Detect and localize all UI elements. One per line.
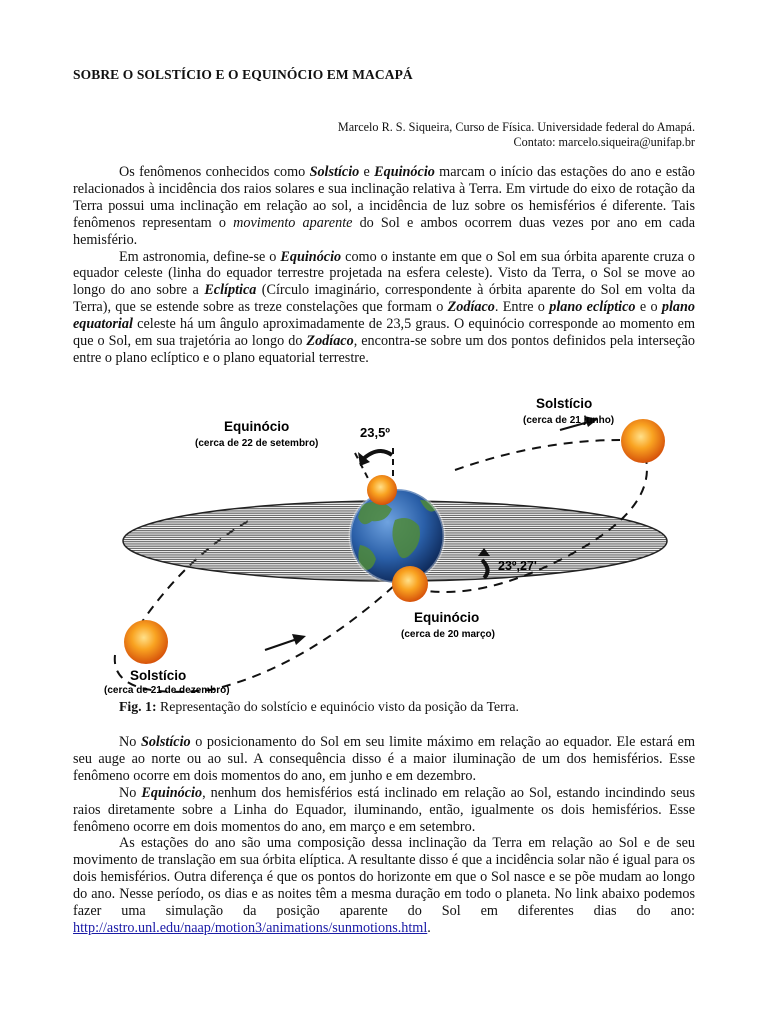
text: Em astronomia, define-se o — [119, 248, 281, 265]
text: No — [119, 784, 142, 801]
text: o posicionamento do Sol em seu limite máximo em relação ao equador. Ele estará em seu auge ao norte ou ao sul. A consequência disso é a maior iluminação de um dos hemisférios. Esse fenômeno ocorre em dois momentos do ano, em junho e em dezembro. — [73, 734, 695, 784]
text: do Sol e ambos ocorrem duas vezes por ano em cada hemisfério. — [73, 214, 696, 248]
label-equinocio-top: Equinócio — [224, 419, 290, 434]
explanation-text — [73, 734, 695, 937]
term-plano-equatorial: plano equatorial — [73, 299, 695, 333]
text: As estações do ano são uma composição dessa inclinação da Terra em relação ao Sol e de seu movimento de translação em sua órbita elíptica. A resultante disso é que a incidência solar não é igual para os dois hemisférios. Outra diferença é que os pontos do horizonte em que o Sol nasce e se põe mudam ao longo do ano. Nesse período, os dias e as noites têm a mesma duração em todo o planeta. No link abaixo podemos fazer uma simulação da posição aparente do Sol em diferentes dias do ano: — [73, 835, 695, 920]
term-equinocio: Equinócio — [141, 784, 203, 801]
figure-caption — [119, 699, 519, 715]
term-plano-ecliptico: plano eclíptico — [549, 299, 636, 316]
document-title: SOBRE O SOLSTÍCIO E O EQUINÓCIO EM MACAPÁ — [73, 67, 413, 82]
direction-arrow-bottom-head — [292, 634, 306, 645]
caption-label: Fig. 1: — [119, 699, 157, 714]
label-solsticio-bottom-date: (cerca de 21 de dezembro) — [104, 685, 230, 696]
term-zodiaco: Zodíaco — [447, 299, 495, 316]
text: marcam o início das estações do ano e estão relacionados à incidência dos raios solares e sua inclinação relativa à Terra. Em virtude do eixo de rotação da Terra possui uma inclinação em relação ao sol, a incidência de luz sobre os hemisférios é diferente. Tais fenômenos representam o — [73, 164, 695, 231]
caption-text: Representação do solstício e equinócio visto da posição da Terra. — [156, 699, 519, 714]
paragraph-3 — [73, 734, 695, 785]
angle-arrow-top — [362, 451, 392, 460]
label-solsticio-top: Solstício — [536, 396, 593, 411]
term-ecliptica: Eclíptica — [204, 282, 257, 299]
text: , nenhum dos hemisférios está inclinado em relação ao Sol, estando incindindo seus raios diretamente sobre a Linha do Equador, iluminando, então, igualmente os dois hemisférios. Esse fenômeno ocorre em dois momentos do ano, em março e em setembro. — [73, 784, 696, 835]
label-angle-top: 23,5º — [360, 425, 391, 440]
text: (Círculo imaginário, correspondente à órbita aparente do Sol em volta da Terra), que se estende sobre as treze constelações que formam o — [73, 282, 695, 316]
text: celeste há um ângulo aproximadamente de 23,5 graus. O equinócio corresponde ao momento em que o Sol, em sua trajetória ao longo do — [73, 316, 695, 350]
label-solsticio-top-date: (cerca de 21 junho) — [523, 415, 615, 426]
label-solsticio-bottom: Solstício — [130, 668, 187, 683]
term-solsticio: Solstício — [140, 734, 191, 750]
sun-icon-solstice-top — [621, 419, 665, 463]
paragraph-5 — [73, 835, 695, 936]
earth-icon — [350, 489, 444, 583]
simulation-link[interactable]: http://astro.unl.edu/naap/motion3/animations/sunmotions.html — [73, 919, 428, 936]
paragraph-4 — [73, 785, 695, 836]
text: Os fenômenos conhecidos como — [119, 164, 310, 180]
term-equinocio: Equinócio — [374, 164, 435, 180]
text: , encontra-se sobre um dos pontos definidos pela interseção entre o plano eclíptico e o plano equatorial terrestre. — [73, 333, 695, 366]
sun-icon-equinox-bottom — [392, 566, 428, 602]
text: . — [427, 919, 431, 936]
term-equinocio: Equinócio — [280, 248, 342, 265]
text: como o instante em que o Sol em sua órbita aparente cruza o equador celeste (linha do equador terrestre projetada na esfera celeste). Visto da Terra, o Sol se move ao longo do ano sobre a — [73, 248, 696, 299]
text: e o — [635, 299, 662, 316]
orbit-back-right — [455, 440, 620, 470]
term-zodiaco: Zodíaco — [306, 333, 354, 350]
label-equinocio-bottom-date: (cerca de 20 março) — [401, 629, 495, 640]
sun-icon-equinox-top — [367, 475, 397, 505]
label-equinocio-top-date: (cerca de 22 de setembro) — [195, 438, 319, 449]
text: . Entre o — [494, 299, 550, 316]
author-contact: Contato: marcelo.siqueira@unifap.br — [513, 135, 695, 149]
label-equinocio-bottom: Equinócio — [414, 610, 480, 625]
term-movimento-aparente: movimento aparente — [233, 214, 353, 231]
label-angle-bottom: 23º,27' — [498, 559, 537, 573]
text: No — [119, 734, 141, 750]
text: e — [359, 164, 375, 180]
term-solsticio: Solstício — [309, 164, 360, 180]
sun-icon-solstice-bottom — [124, 620, 168, 664]
author-affiliation: Marcelo R. S. Siqueira, Curso de Física. Universidade federal do Amapá. — [337, 120, 695, 134]
